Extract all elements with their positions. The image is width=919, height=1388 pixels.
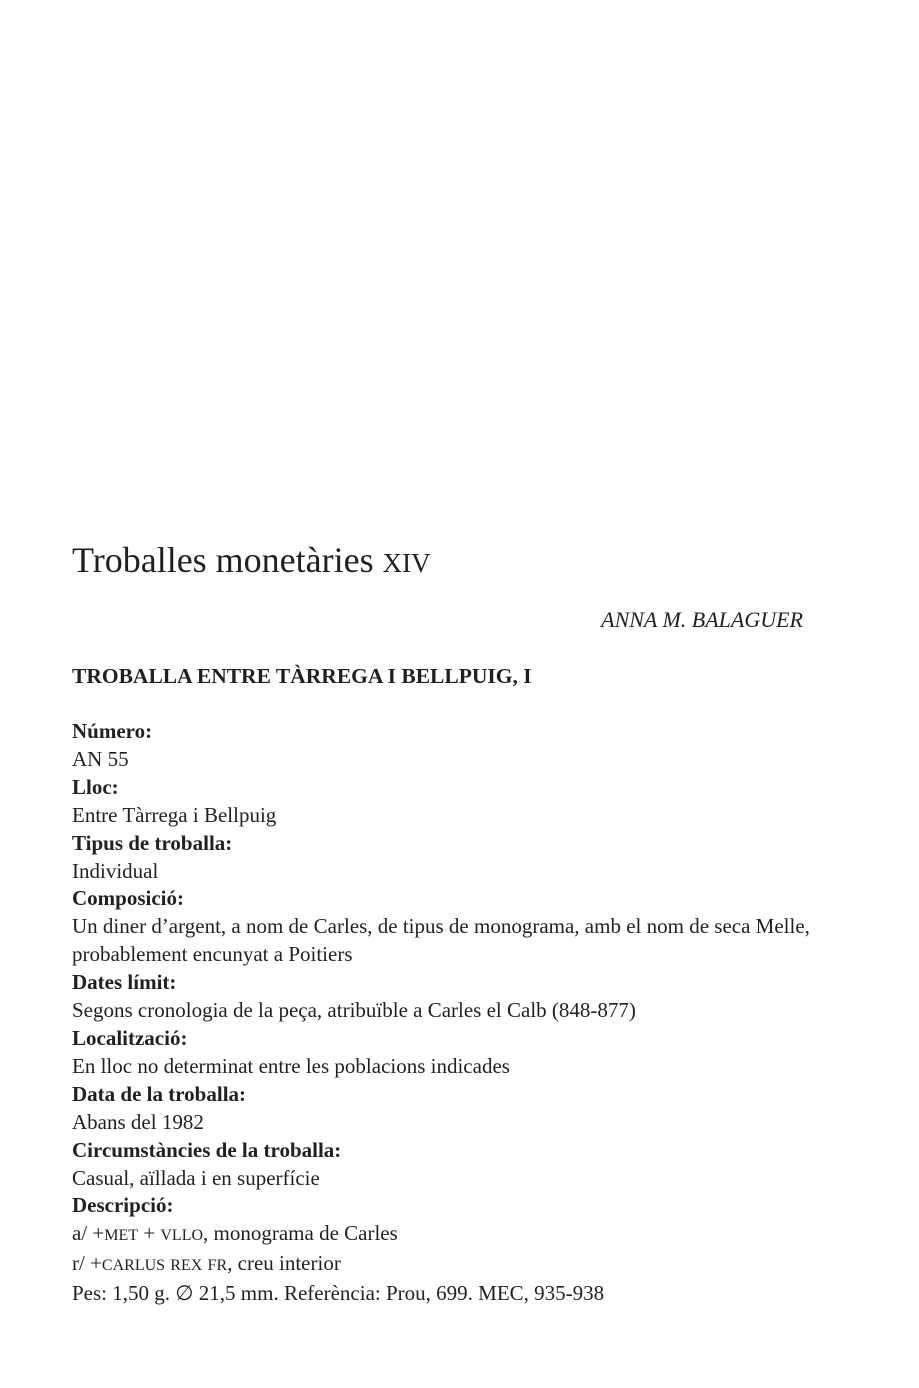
description-weight-reference: Pes: 1,50 g. ∅ 21,5 mm. Referència: Prou, 699. MEC, 935-938 <box>72 1281 605 1306</box>
field-value-circumstancies: Casual, aïllada i en superfície <box>72 1165 320 1190</box>
field-value-dates: Segons cronologia de la peça, atribuïble a Carles el Calb (848-877) <box>72 998 636 1023</box>
field-value-tipus: Individual <box>72 858 159 883</box>
title-numeral: XIV <box>382 548 431 578</box>
page-title <box>72 536 431 587</box>
field-value-numero: AN 55 <box>72 746 129 771</box>
reverse-legend-2: REX <box>170 1257 203 1275</box>
reverse-suffix: , creu interior <box>227 1251 341 1276</box>
field-label-composicio: Composició: <box>72 886 184 911</box>
description-reverse <box>72 1250 832 1280</box>
description-obverse <box>72 1220 832 1250</box>
obverse-prefix: a/ + <box>72 1221 105 1246</box>
obverse-suffix: , monograma de Carles <box>203 1221 398 1246</box>
field-label-data-troballa: Data de la troballa: <box>72 1081 247 1106</box>
author-name: ANNA M. BALAGUER <box>601 607 803 632</box>
obverse-legend-2: VLLO <box>160 1227 204 1245</box>
field-label-localitzacio: Localització: <box>72 1025 188 1050</box>
field-label-numero: Número: <box>72 719 153 743</box>
record-fields <box>72 718 832 1308</box>
field-label-dates: Dates límit: <box>72 970 177 995</box>
reverse-legend-1: CARLUS <box>101 1257 166 1275</box>
reverse-legend-3: FR <box>207 1257 228 1275</box>
field-value-localitzacio: En lloc no determinat entre les poblacions indicades <box>72 1053 510 1078</box>
obverse-legend-1: MET <box>104 1227 139 1245</box>
field-value-data-troballa: Abans del 1982 <box>72 1109 204 1134</box>
field-value-lloc: Entre Tàrrega i Bellpuig <box>72 802 277 827</box>
field-label-descripcio: Descripció: <box>72 1193 174 1218</box>
obverse-separator: + <box>138 1221 161 1246</box>
title-main: Troballes monetàries <box>72 540 383 580</box>
field-value-composicio: Un diner d’argent, a nom de Carles, de tipus de monograma, amb el nom de seca Melle, probablement encunyat a Poitiers <box>72 914 810 967</box>
field-label-lloc: Lloc: <box>72 774 119 799</box>
field-label-circumstancies: Circumstàncies de la troballa: <box>72 1137 342 1162</box>
field-label-tipus: Tipus de troballa: <box>72 830 233 855</box>
section-heading: TROBALLA ENTRE TÀRREGA I BELLPUIG, I <box>72 664 532 688</box>
reverse-prefix: r/ + <box>72 1251 102 1276</box>
